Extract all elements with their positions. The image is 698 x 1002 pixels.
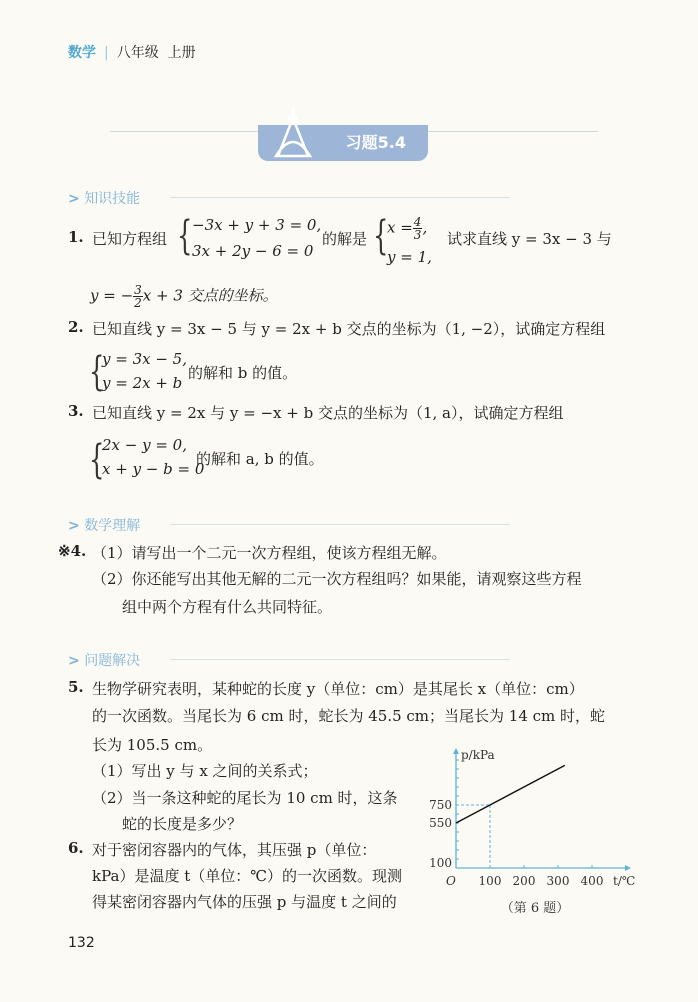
exercise-title: 习题5.4 bbox=[345, 133, 406, 152]
x-tick-label: 200 bbox=[512, 874, 536, 888]
text-sections-1: 数学理解 bbox=[84, 518, 141, 534]
text-p6-l3: 得某密闭容器内气体的压强 p 与温度 t 之间的 bbox=[92, 893, 397, 911]
separator: | bbox=[104, 45, 109, 61]
text-sections-0: 知识技能 bbox=[84, 191, 141, 207]
text-p1-a: 已知方程组 bbox=[92, 230, 168, 248]
series-line bbox=[456, 765, 565, 823]
compass-icon bbox=[272, 106, 314, 162]
x-tick-label: 400 bbox=[580, 874, 604, 888]
text-p5-l1: 生物学研究表明，某种蛇的长度 y（单位：cm）是其尾长 x（单位：cm） bbox=[92, 680, 584, 698]
x-axis-label: t/℃ bbox=[613, 874, 636, 888]
y-tick-label: 550 bbox=[429, 816, 452, 830]
y-axis-label: p/kPa bbox=[461, 748, 495, 762]
y-tick-label: 100 bbox=[429, 856, 452, 870]
text-p2-eq2: y = 2x + b bbox=[102, 374, 183, 392]
text-p3-eq1: 2x − y = 0, bbox=[102, 436, 187, 454]
page-number: 132 bbox=[68, 935, 95, 951]
text-p5-l2: 的一次函数。当尾长为 6 cm 时，蛇长为 45.5 cm；当尾长为 14 cm 时，蛇 bbox=[92, 707, 606, 725]
text-p1-eq1: −3x + y + 3 = 0, bbox=[192, 216, 322, 234]
pressure-temperature-chart bbox=[420, 740, 650, 930]
text-p1-s2: y = 1, bbox=[387, 248, 432, 266]
volume: 上册 bbox=[167, 45, 196, 61]
text-p1-num: 1. bbox=[68, 228, 84, 246]
section-heading: > 数学理解 bbox=[68, 518, 141, 534]
title-rule-left bbox=[110, 131, 260, 132]
grade: 八年级 bbox=[116, 45, 159, 61]
x-tick-label: 300 bbox=[546, 874, 570, 888]
text-p4-l3: 组中两个方程有什么共同特征。 bbox=[122, 598, 333, 616]
subject: 数学 bbox=[68, 45, 96, 61]
text-p2-text: 已知直线 y = 3x − 5 与 y = 2x + b 交点的坐标为（1, −2），试确定方程组 bbox=[92, 320, 606, 338]
text-p5-l4: （1）写出 y 与 x 之间的关系式； bbox=[92, 762, 318, 780]
x-axis-arrow bbox=[625, 865, 631, 871]
section-rule bbox=[170, 524, 510, 525]
text-p1-d1: y = − bbox=[90, 286, 134, 305]
text-p1-s1d: 3 bbox=[413, 228, 422, 242]
text-p1-s1c: , bbox=[422, 218, 428, 237]
text-p5-l6: 蛇的长度是多少？ bbox=[122, 815, 243, 833]
text-p4-l2: （2）你还能写出其他无解的二元一次方程组吗？如果能，请观察这些方程 bbox=[92, 570, 582, 588]
x-tick-label: 100 bbox=[478, 874, 502, 888]
text-sections-2: 问题解决 bbox=[84, 653, 141, 669]
section-rule bbox=[170, 197, 510, 198]
text-p1-c: 试求直线 y = 3x − 3 与 bbox=[447, 230, 612, 248]
text-p5-l5: （2）当一条这种蛇的尾长为 10 cm 时，这条 bbox=[92, 789, 398, 807]
title-rule-right bbox=[428, 131, 598, 132]
text-p6-l2: kPa）是温度 t（单位：℃）的一次函数。现测 bbox=[92, 867, 403, 885]
text-p2-num: 2. bbox=[68, 318, 84, 336]
text-p1-eq2: 3x + 2y − 6 = 0 bbox=[192, 242, 314, 260]
text-p5-num: 5. bbox=[68, 678, 84, 696]
text-p3-tail: 的解和 a, b 的值。 bbox=[196, 450, 324, 468]
section-heading: > 问题解决 bbox=[68, 653, 141, 669]
text-p2-eq1: y = 3x − 5, bbox=[102, 350, 187, 368]
text-p1-s1n: 4 bbox=[413, 215, 422, 229]
section-heading: > 知识技能 bbox=[68, 191, 141, 207]
text-p1-b: 的解是 bbox=[322, 230, 368, 248]
text-p6-l1: 对于密闭容器内的气体，其压强 p（单位： bbox=[92, 841, 377, 859]
text-p1-s1: x = bbox=[387, 218, 413, 237]
text-p1-dn: 3 bbox=[134, 283, 142, 297]
text-p3-text: 已知直线 y = 2x 与 y = −x + b 交点的坐标为（1, a），试确定方程组 bbox=[92, 404, 564, 422]
text-p2-tail: 的解和 b 的值。 bbox=[188, 364, 298, 382]
text-p1-dd: 2 bbox=[134, 296, 142, 310]
textbook-page: 数学 | 八年级 上册 习题5.4 > 知识技能 1. 已知方程组 { −3x + y + 3 = 0, 3x + 2y − 6 = 0 的解是 { x = $\frac{4}{3}$ , y = 1, 试求直线 y = 3x − 3 与 y = − $\frac{3}{2}$ x + 3 交点的坐标。 2. 已知直线 y = 3x − 5 与 y = 2x + b 交点的坐标为（1, −2），试确定方程组 { y = 3x − 5, y = 2x + b 的解和 b 的值。 3. 已知直线 y = 2x 与 y = −x + b 交点的坐标为（1, a），试确定方程组 { 2x − y = 0, x + y − b = 0 的解和 a, b 的值。 > 数学理解 ※4. （1）请写出一个二元一次方程组，使该方程组无解。 （2）你还能写出其他无解的二元一次方程组吗？如果能，请观察这些方程 组中两个方程有什么共同特征。 > 问题解决 5. 生物学研究表明，某种蛇的长度 y（单位：cm）是其尾长 x（单位：cm） 的一次函数。当尾长为 6 cm 时，蛇长为 45.5 cm；当尾长为 14 cm 时，蛇 长为 105.5 cm。 （1）写出 y 与 x 之间的关系式； （2）当一条这种蛇的尾长为 10 cm 时，这条 蛇的长度是多少？ 6. 对于密闭容器内的气体，其压强 p（单位： kPa）是温度 t（单位：℃）的一次函数。现测 得某密闭容器内气体的压强 p 与温度 t 之间的 100 200 300 400 100 550 750 O p/kPa t/℃ （第 6 题） 132 bbox=[0, 0, 698, 1002]
text-p3-num: 3. bbox=[68, 402, 84, 420]
y-axis-arrow bbox=[453, 748, 459, 754]
text-p4-num: ※4. bbox=[58, 542, 87, 560]
origin-label: O bbox=[446, 874, 456, 888]
chart-caption: （第 6 题） bbox=[500, 901, 570, 916]
text-p1-d2: x + 3 交点的坐标。 bbox=[142, 286, 278, 305]
text-p3-eq2: x + y − b = 0 bbox=[102, 460, 205, 478]
y-tick-label: 750 bbox=[429, 798, 452, 812]
section-rule bbox=[170, 659, 510, 660]
running-header bbox=[68, 42, 196, 62]
text-p6-num: 6. bbox=[68, 839, 84, 857]
text-p5-l3: 长为 105.5 cm。 bbox=[92, 736, 213, 754]
text-p4-l1: （1）请写出一个二元一次方程组，使该方程组无解。 bbox=[92, 544, 447, 562]
